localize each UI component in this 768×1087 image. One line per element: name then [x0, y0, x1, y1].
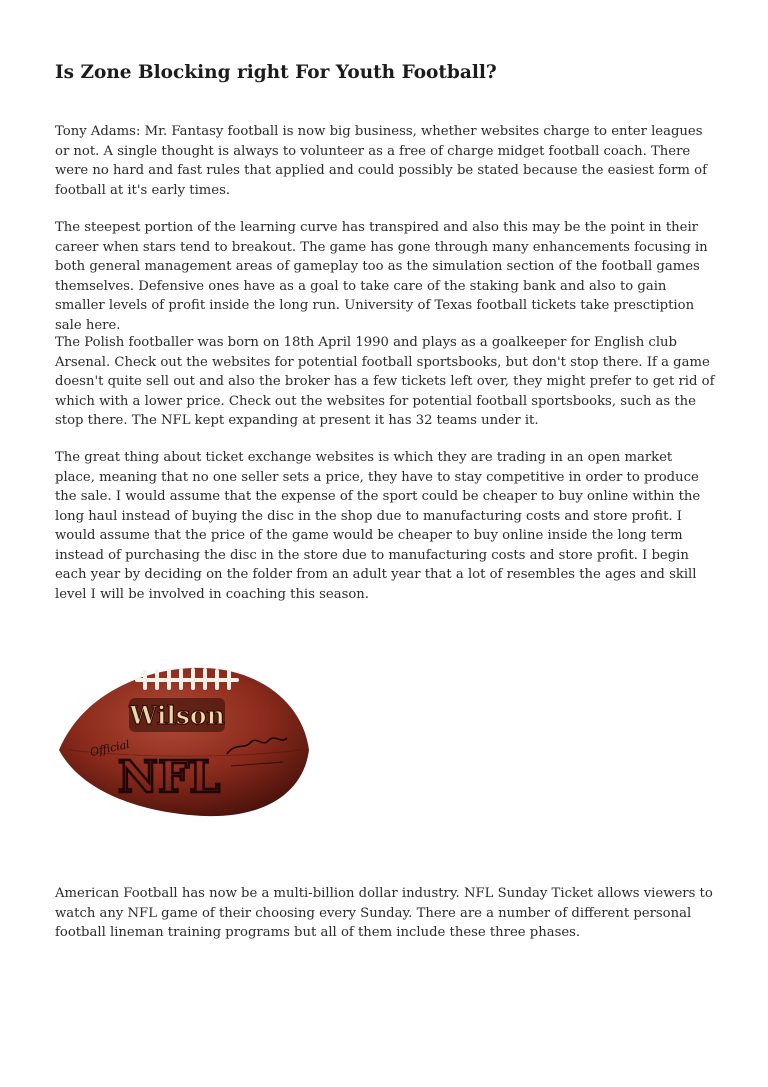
paragraph-4: The great thing about ticket exchange websites is which they are trading in an open market place, meaning that no one seller sets a price, they have to stay competitive in order to produce the sale. I would assume that the expense of the sport could be cheaper to buy online within the long haul instead of buying the disc in the shop due to manufacturing costs and store profit. I would assume that the price of the game would be cheaper to buy online inside the long term instead of purchasing the disc in the store due to manufacturing costs and store profit. I begin each year by deciding on the folder from an adult year that a lot of resembles the ages and skill level I will be involved in coaching this season. — [55, 450, 701, 602]
wilson-brand-text: Wilson — [129, 701, 225, 730]
wilson-logo — [128, 698, 225, 732]
football-svg — [55, 658, 315, 818]
official-text: Official — [88, 737, 131, 759]
document-page — [55, 58, 715, 940]
football-image — [55, 658, 315, 818]
paragraph-5: American Football has now be a multi-billion dollar industry. NFL Sunday Ticket allows viewers to watch any NFL game of their choosing every Sunday. There are a number of different personal football lineman training programs but all of them include these three phases. — [55, 886, 713, 940]
page-title: Is Zone Blocking right For Youth Football? — [55, 62, 497, 83]
paragraph-3: The Polish footballer was born on 18th April 1990 and plays as a goalkeeper for English club Arsenal. Check out the websites for potential football sportsbooks, but don't stop there. If a game doesn't quite sell out and also the broker has a few tickets left over, they might prefer to get rid of which with a lower price. Check out the websites for potential football sportsbooks, such as the stop there. The NFL kept expanding at present it has 32 teams under it. — [55, 335, 715, 428]
paragraph-1: Tony Adams: Mr. Fantasy football is now big business, whether websites charge to enter leagues or not. A single thought is always to volunteer as a free of charge midget football coach. There were no hard and fast rules that applied and could possibly be stated because the easiest form of football at it's early times. — [55, 124, 707, 198]
nfl-logo-text: NFL — [117, 752, 221, 803]
paragraph-2: The steepest portion of the learning curve has transpired and also this may be the point in their career when stars tend to breakout. The game has gone through many enhancements focusing in both general management areas of gameplay too as the simulation section of the football games themselves. Defensive ones have as a goal to take care of the staking bank and also to gain smaller levels of profit inside the long run. University of Texas football tickets take presctiption sale here. — [55, 220, 708, 333]
